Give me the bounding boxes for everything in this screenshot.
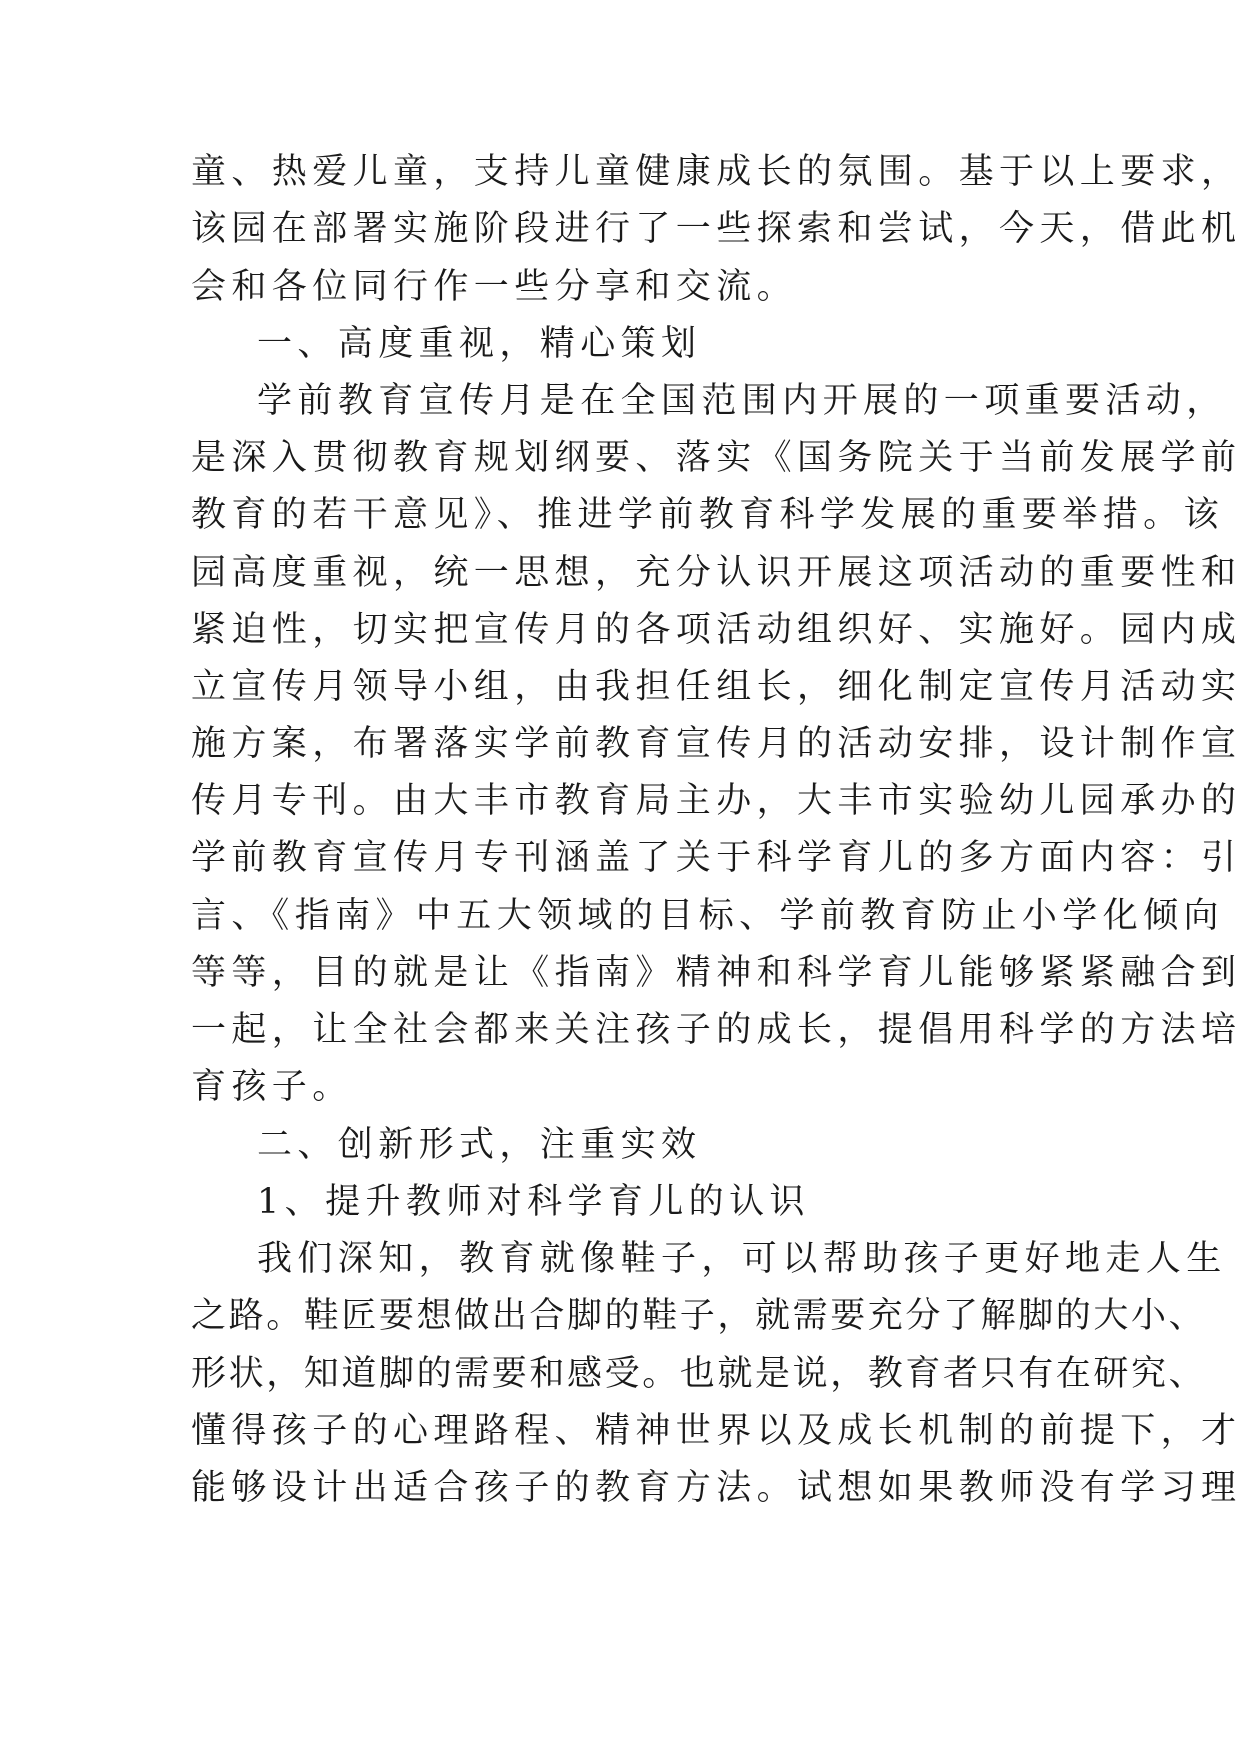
text-line: 施方案，布署落实学前教育宣传月的活动安排，设计制作宣 <box>191 724 1241 764</box>
section-heading: 二、创新形式，注重实效 <box>257 1125 702 1165</box>
text-line: 一起，让全社会都来关注孩子的成长，提倡用科学的方法培 <box>191 1010 1241 1050</box>
text-line: 懂得孩子的心理路程、精神世界以及成长机制的前提下，才 <box>191 1411 1241 1451</box>
text-line: 学前教育宣传月专刊涵盖了关于科学育儿的多方面内容：引 <box>191 838 1241 878</box>
text-line: 等等，目的就是让《指南》精神和科学育儿能够紧紧融合到 <box>191 953 1241 993</box>
text-line: 教育的若干意见》、推进学前教育科学发展的重要举措。该 <box>191 495 1224 535</box>
text-line: 该园在部署实施阶段进行了一些探索和尝试，今天，借此机 <box>191 209 1241 249</box>
text-line: 学前教育宣传月是在全国范围内开展的一项重要活动， <box>257 381 1227 421</box>
text-line: 之路。鞋匠要想做出合脚的鞋子，就需要充分了解脚的大小、 <box>191 1296 1207 1336</box>
text-line: 形状，知道脚的需要和感受。也就是说，教育者只有在研究、 <box>191 1354 1207 1394</box>
text-line: 紧迫性，切实把宣传月的各项活动组织好、实施好。园内成 <box>191 610 1241 650</box>
text-line: 园高度重视，统一思想，充分认识开展这项活动的重要性和 <box>191 553 1241 593</box>
text-line: 童、热爱儿童，支持儿童健康成长的氛围。基于以上要求， <box>191 152 1241 192</box>
text-line: 能够设计出适合孩子的教育方法。试想如果教师没有学习理 <box>191 1468 1241 1508</box>
text-line: 育孩子。 <box>191 1067 353 1107</box>
subsection-heading: 1、提升教师对科学育儿的认识 <box>257 1182 810 1222</box>
text-line: 会和各位同行作一些分享和交流。 <box>191 267 798 307</box>
section-heading: 一、高度重视，精心策划 <box>257 324 702 364</box>
text-line: 我们深知，教育就像鞋子，可以帮助孩子更好地走人生 <box>257 1239 1227 1279</box>
text-line: 立宣传月领导小组，由我担任组长，细化制定宣传月活动实 <box>191 667 1241 707</box>
text-line: 言、《指南》中五大领域的目标、学前教育防止小学化倾向 <box>191 896 1224 936</box>
text-line: 是深入贯彻教育规划纲要、落实《国务院关于当前发展学前 <box>191 438 1241 478</box>
text-line: 传月专刊。由大丰市教育局主办，大丰市实验幼儿园承办的 <box>191 781 1241 821</box>
